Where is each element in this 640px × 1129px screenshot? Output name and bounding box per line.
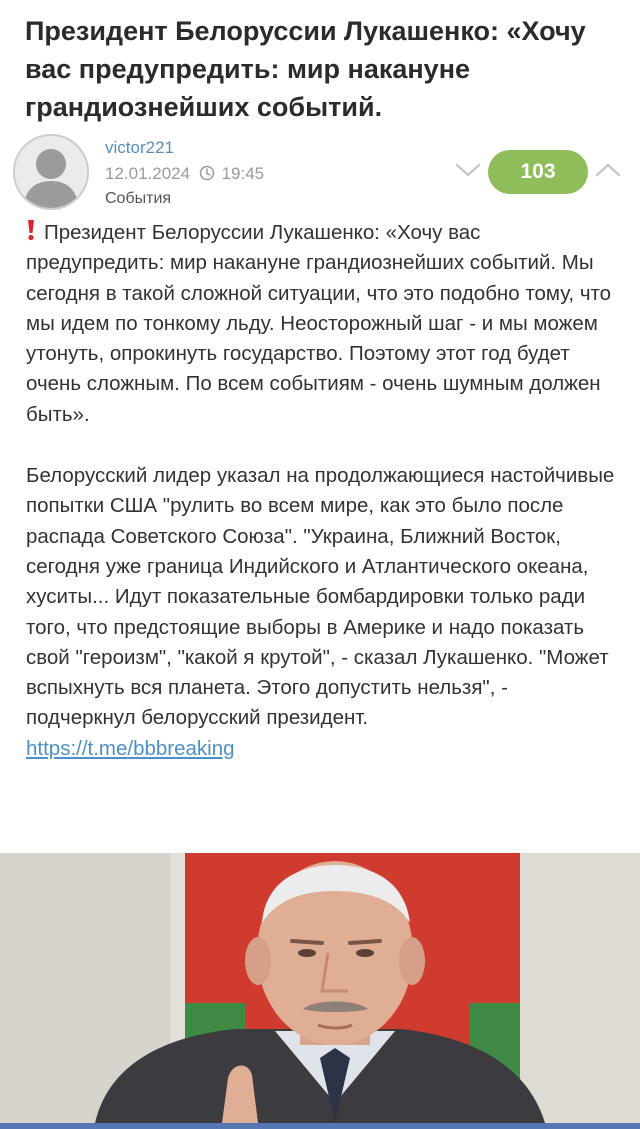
post-paragraph bbox=[26, 218, 618, 430]
source-link[interactable]: https://t.me/bbbreaking bbox=[26, 736, 235, 760]
red-exclamation-icon bbox=[26, 219, 36, 241]
post-time: 19:45 bbox=[221, 164, 265, 183]
post-body bbox=[26, 218, 618, 764]
paragraph-1-text: Президент Белоруссии Лукашенко: «Хочу вас предупредить: мир накануне грандиознейших событий. Мы сегодня в такой сложной ситуации, что это подобно тому, что мы идем по тонкому льду. Неосторожный шаг - и мы можем утонуть, опрокинуть государство. Поэтому этот год будет очень сложным. По всем событиям - очень шумным должен быть». bbox=[26, 221, 612, 426]
post-photo[interactable] bbox=[0, 853, 640, 1123]
post-date: 12.01.2024 bbox=[105, 164, 191, 183]
chevron-down-icon bbox=[453, 158, 483, 182]
vote-down-button[interactable] bbox=[453, 158, 483, 182]
paragraph-2-text: Белорусский лидер указал на продолжающиеся настойчивые попытки США "рулить во всем мире, как это было после распада Советского Союза". "Украина, Ближний Восток, сегодня уже граница Индийского и Атлантического океана, хуситы... Идут показательные бомбардировки только ради того, что предстоящие выборы в Америке и надо показать свой "героизм", "какой я крутой", - сказал Лукашенко. "Может вспыхнуть вся планета. Этого допустить нельзя", - подчеркнул белорусский президент. bbox=[26, 464, 615, 730]
post-datetime bbox=[105, 164, 264, 184]
bottom-bar bbox=[0, 1123, 640, 1129]
post-paragraph bbox=[26, 461, 618, 764]
clock-icon bbox=[199, 165, 215, 181]
rating-badge: 103 bbox=[488, 150, 588, 194]
post-title[interactable]: Президент Белоруссии Лукашенко: «Хочу вас предупредить: мир накануне грандиознейших событий. bbox=[25, 16, 586, 122]
photo-illustration bbox=[0, 853, 640, 1123]
vote-up-button[interactable] bbox=[593, 158, 623, 182]
chevron-up-icon bbox=[593, 158, 623, 182]
author-avatar[interactable] bbox=[13, 134, 89, 210]
community-name[interactable]: События bbox=[105, 190, 172, 207]
user-silhouette-icon bbox=[15, 136, 87, 208]
author-name[interactable]: victor221 bbox=[105, 138, 174, 157]
post-meta bbox=[13, 134, 627, 214]
